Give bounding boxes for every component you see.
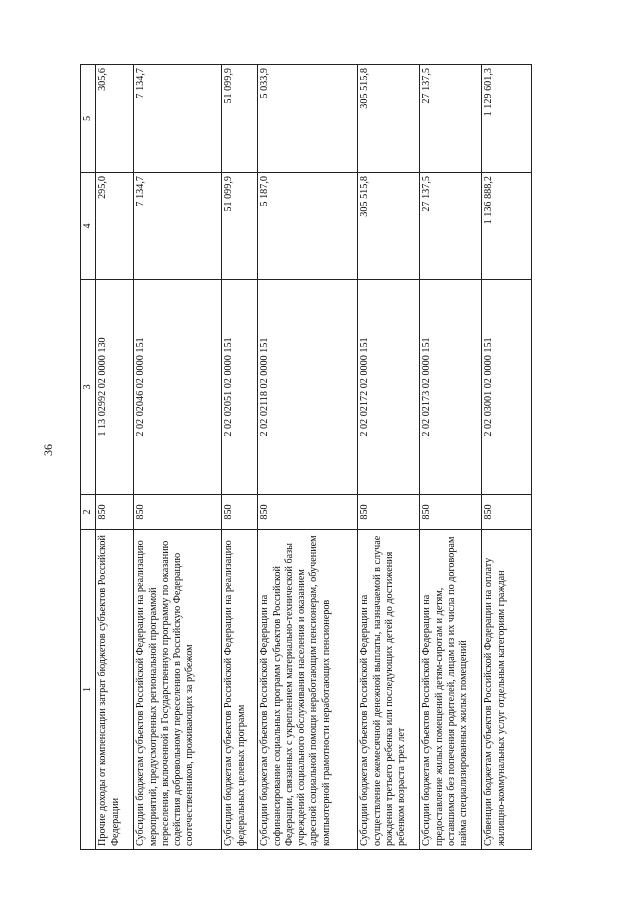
page-number: 36 [41, 444, 55, 456]
column-header-2: 2 [81, 495, 96, 530]
row-admin-code: 850 [258, 495, 358, 530]
table-row [358, 65, 420, 850]
row-value-4: 295,0 [96, 173, 134, 280]
table-row [420, 65, 482, 850]
row-value-4: 51 099,9 [222, 173, 258, 280]
rotated-page-content [80, 65, 520, 850]
table-row [134, 65, 222, 850]
row-value-5: 5 033,9 [258, 65, 358, 173]
table-row [258, 65, 358, 850]
row-admin-code: 850 [96, 495, 134, 530]
row-value-5: 305 515,8 [358, 65, 420, 173]
row-value-4: 305 515,8 [358, 173, 420, 280]
column-header-1: 1 [81, 530, 96, 850]
row-admin-code: 850 [222, 495, 258, 530]
row-classification-code: 2 02 02046 02 0000 151 [134, 280, 222, 495]
row-value-4: 1 136 888,2 [482, 173, 532, 280]
row-admin-code: 850 [134, 495, 222, 530]
table-row [222, 65, 258, 850]
row-value-5: 51 099,9 [222, 65, 258, 173]
table-row [482, 65, 532, 850]
table-header-row [81, 65, 96, 850]
row-value-5: 27 137,5 [420, 65, 482, 173]
table-row [96, 65, 134, 850]
column-header-3: 3 [81, 280, 96, 495]
row-description: Прочие доходы от компенсации затрат бюджетов субъектов Российской Федерации [96, 530, 134, 850]
row-classification-code: 2 02 02051 02 0000 151 [222, 280, 258, 495]
row-value-5: 7 134,7 [134, 65, 222, 173]
row-description: Субсидии бюджетам субъектов Российской Федерации на реализацию мероприятий, предусмотренных региональной программой переселения, включенной в Государственную программу по оказанию содействия добровольному переселению в Российскую Федерацию соотечественников, проживающих за рубежом [134, 530, 222, 850]
row-admin-code: 850 [358, 495, 420, 530]
column-header-5: 5 [81, 65, 96, 173]
row-classification-code: 2 02 02173 02 0000 151 [420, 280, 482, 495]
row-value-5: 1 129 601,3 [482, 65, 532, 173]
row-classification-code: 2 02 03001 02 0000 151 [482, 280, 532, 495]
row-value-5: 305,6 [96, 65, 134, 173]
row-description: Субсидии бюджетам субъектов Российской Федерации на реализацию федеральных целевых программ [222, 530, 258, 850]
row-description: Субсидии бюджетам субъектов Российской Федерации на предоставление жилых помещений детям-сиротам и детям, оставшимся без попечения родителей, лицам из их числа по договорам найма специализированных жилых помещений [420, 530, 482, 850]
column-header-4: 4 [81, 173, 96, 280]
row-description: Субсидии бюджетам субъектов Российской Федерации на осуществление ежемесячной денежной выплаты, назначаемой в случае рождения третьего ребенка или последующих детей до достижения ребенком возраста трех лет [358, 530, 420, 850]
row-value-4: 27 137,5 [420, 173, 482, 280]
budget-table [80, 64, 532, 850]
row-admin-code: 850 [420, 495, 482, 530]
row-classification-code: 1 13 02992 02 0000 130 [96, 280, 134, 495]
row-classification-code: 2 02 02118 02 0000 151 [258, 280, 358, 495]
row-classification-code: 2 02 02172 02 0000 151 [358, 280, 420, 495]
row-description: Субвенции бюджетам субъектов Российской Федерации на оплату жилищно-коммунальных услуг отдельным категориям граждан [482, 530, 532, 850]
row-description: Субсидии бюджетам субъектов Российской Федерации на софинансирование социальных программ субъектов Российской Федерации, связанных с укреплением материально-технической базы учреждений социального обслуживания населения и оказанием адресной социальной помощи неработающим пенсионерам, обучением компьютерной грамотности неработающих пенсионеров [258, 530, 358, 850]
row-admin-code: 850 [482, 495, 532, 530]
row-value-4: 7 134,7 [134, 173, 222, 280]
row-value-4: 5 187,0 [258, 173, 358, 280]
